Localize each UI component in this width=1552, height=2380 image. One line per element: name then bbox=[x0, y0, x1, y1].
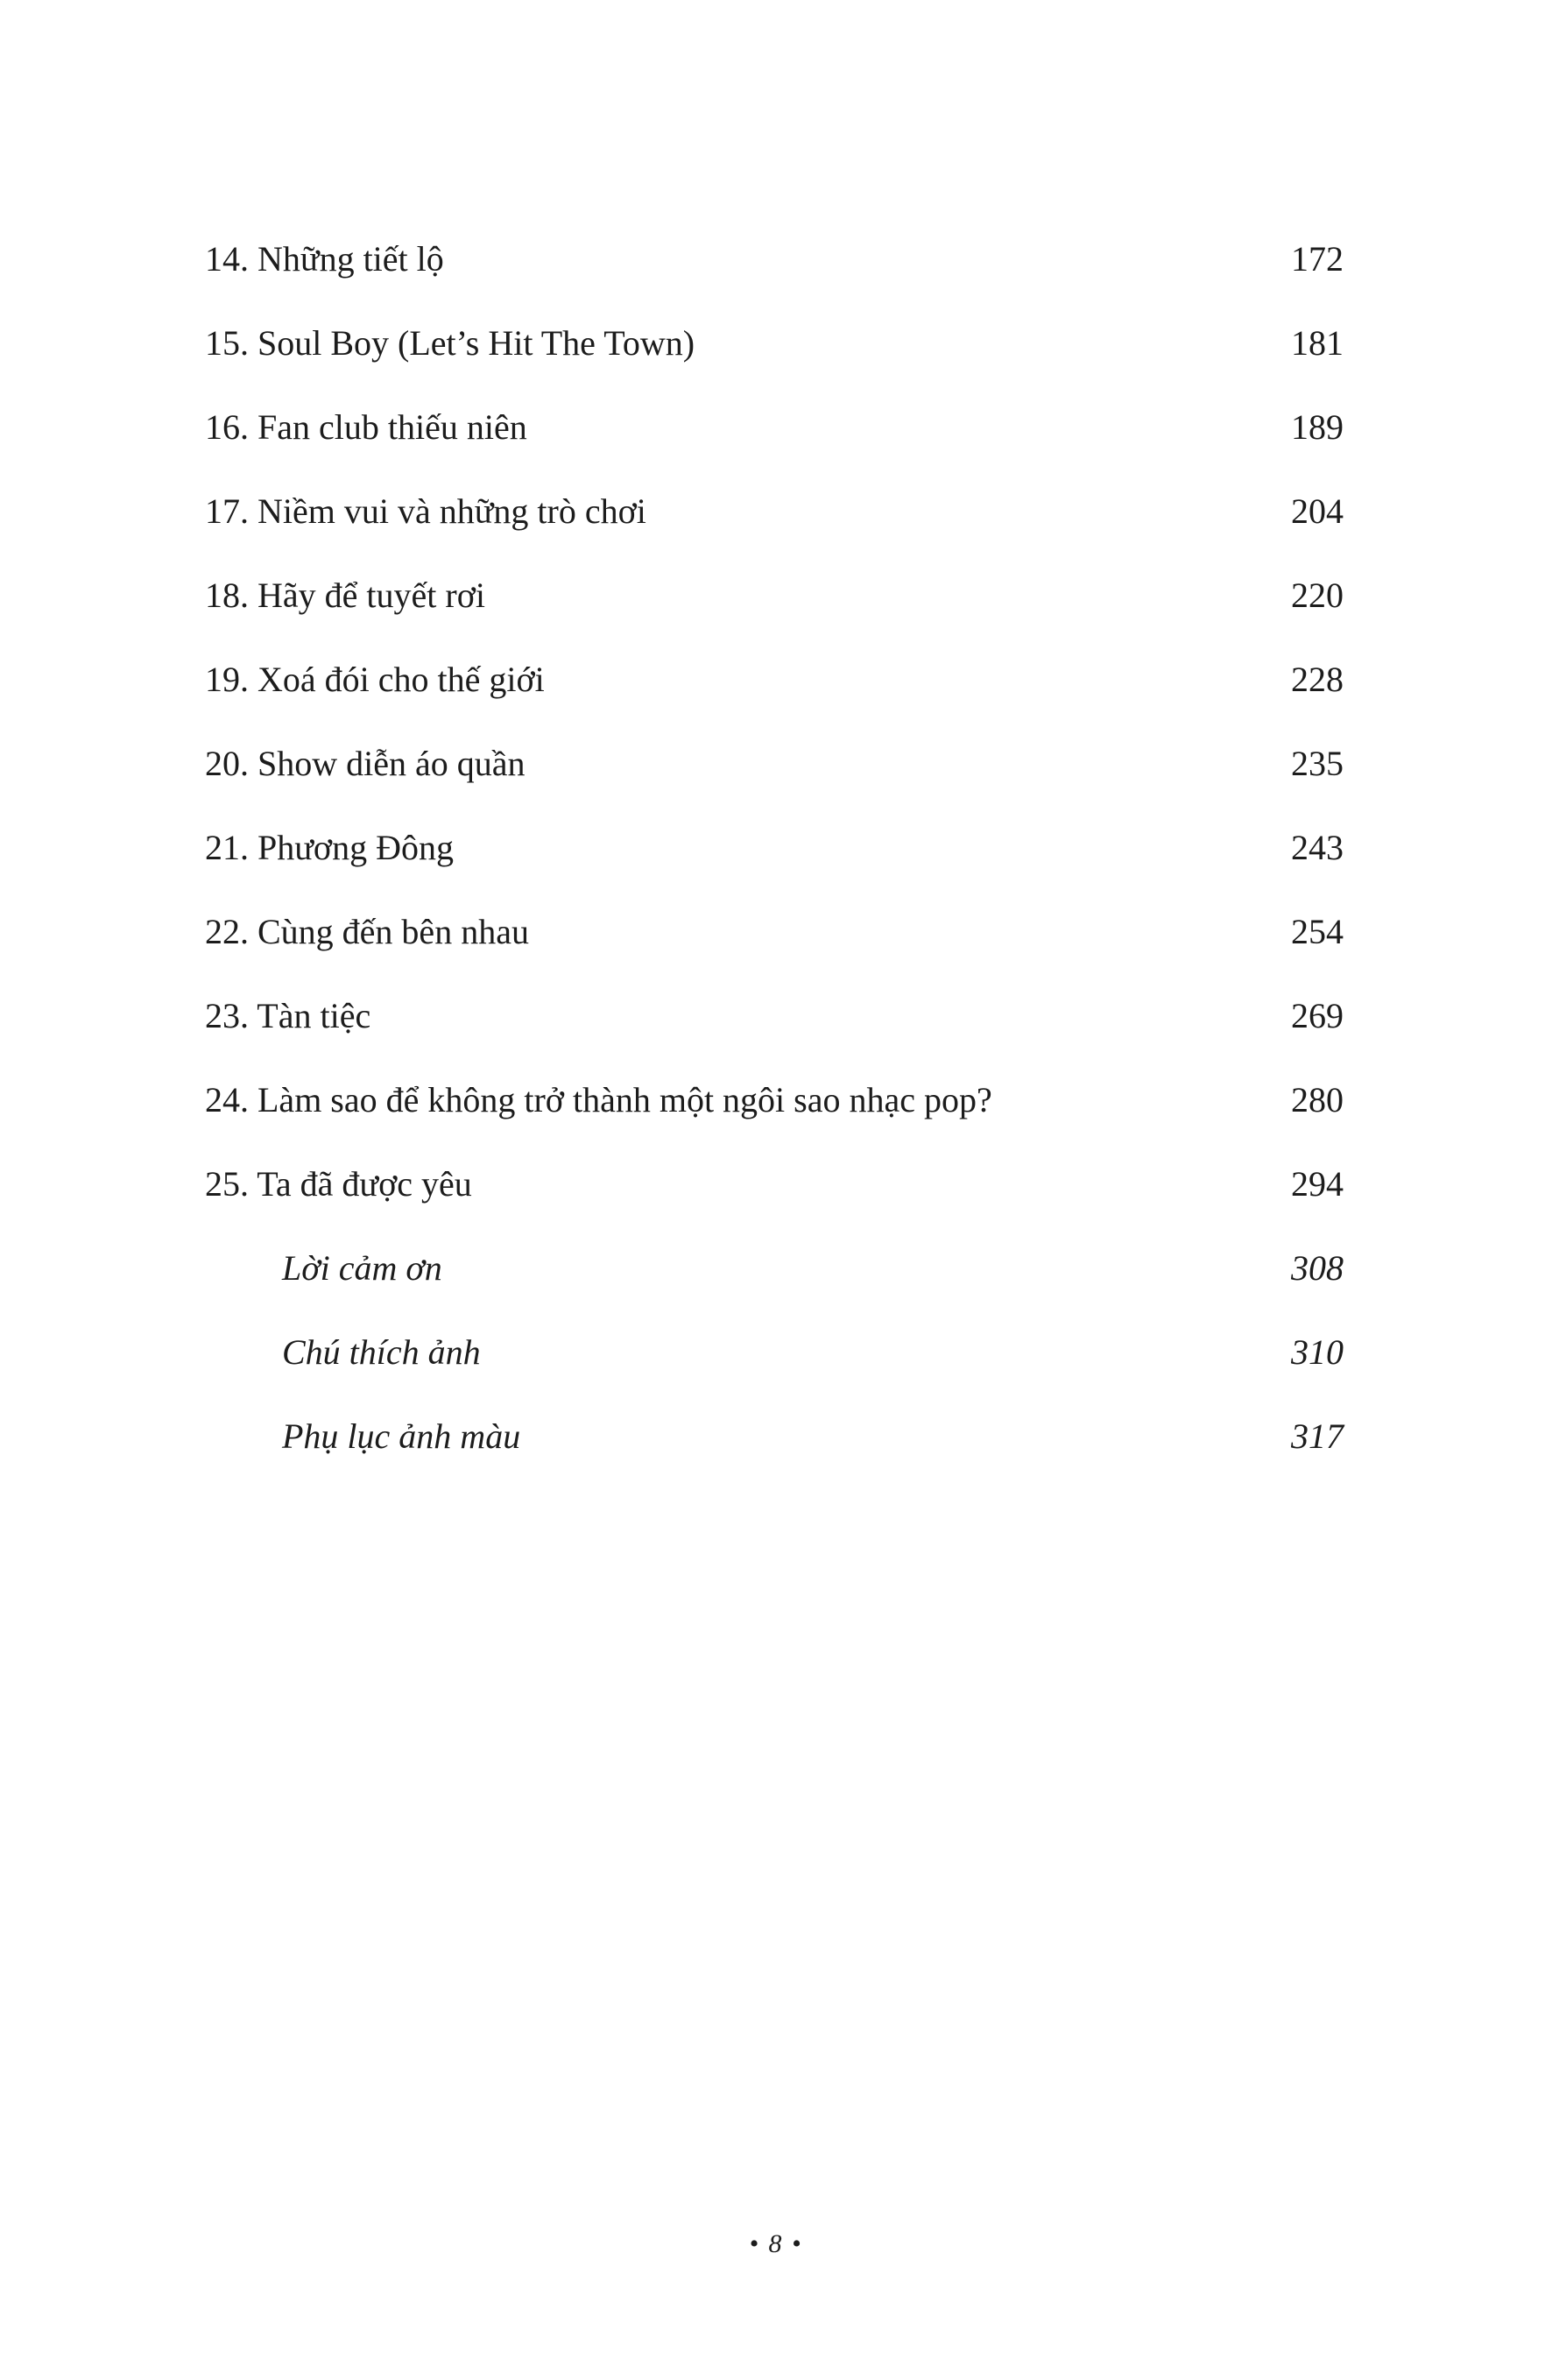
toc-entry-title: 23. Tàn tiệc bbox=[205, 996, 371, 1035]
toc-entry-title: 18. Hãy để tuyết rơi bbox=[205, 576, 485, 615]
toc-entry bbox=[205, 1142, 1344, 1226]
toc-entry bbox=[205, 1058, 1344, 1142]
toc-entry bbox=[205, 890, 1344, 974]
toc-entry-page: 172 bbox=[1291, 239, 1344, 279]
toc-entry-title: 20. Show diễn áo quần bbox=[205, 744, 526, 783]
toc-entry-page: 204 bbox=[1291, 491, 1344, 531]
toc-entry-page: 294 bbox=[1291, 1164, 1344, 1204]
toc-entry-title: Chú thích ảnh bbox=[282, 1332, 481, 1372]
toc-entry-page: 220 bbox=[1291, 576, 1344, 615]
toc-entry bbox=[205, 217, 1344, 301]
toc-entry bbox=[205, 638, 1344, 722]
toc-entry bbox=[205, 385, 1344, 470]
toc-entry-page: 181 bbox=[1291, 323, 1344, 363]
toc-entry-page: 310 bbox=[1291, 1332, 1344, 1372]
toc-entry bbox=[205, 974, 1344, 1058]
toc-entry-title: 19. Xoá đói cho thế giới bbox=[205, 660, 545, 699]
toc-entry bbox=[205, 470, 1344, 554]
toc-entry-title: 21. Phương Đông bbox=[205, 828, 454, 867]
toc-entry-title: Phụ lục ảnh màu bbox=[282, 1416, 521, 1456]
toc-entry-back-matter bbox=[205, 1310, 1344, 1395]
toc-entry-page: 254 bbox=[1291, 912, 1344, 951]
toc-entry-title: 16. Fan club thiếu niên bbox=[205, 407, 527, 447]
toc-entry-page: 235 bbox=[1291, 744, 1344, 783]
toc-entry bbox=[205, 722, 1344, 806]
toc-entry-title: 25. Ta đã được yêu bbox=[205, 1164, 472, 1204]
toc-entry-back-matter bbox=[205, 1395, 1344, 1479]
toc-entry bbox=[205, 806, 1344, 890]
page-number-footer: • 8 • bbox=[749, 2229, 803, 2258]
toc-entry-page: 269 bbox=[1291, 996, 1344, 1035]
toc-entry-page: 308 bbox=[1291, 1248, 1344, 1288]
toc-entry-title: Lời cảm ơn bbox=[282, 1248, 442, 1288]
toc-entry-page: 243 bbox=[1291, 828, 1344, 867]
toc-entry-title: 17. Niềm vui và những trò chơi bbox=[205, 491, 646, 531]
toc-entry-page: 280 bbox=[1291, 1080, 1344, 1119]
toc-entry-page: 189 bbox=[1291, 407, 1344, 447]
toc-entry-title: 15. Soul Boy (Let’s Hit The Town) bbox=[205, 323, 695, 363]
table-of-contents bbox=[205, 217, 1344, 1479]
toc-entry-page: 317 bbox=[1291, 1416, 1344, 1456]
toc-entry-title: 24. Làm sao để không trở thành một ngôi sao nhạc pop? bbox=[205, 1080, 992, 1119]
toc-entry bbox=[205, 554, 1344, 638]
toc-entry-page: 228 bbox=[1291, 660, 1344, 699]
toc-entry-title: 22. Cùng đến bên nhau bbox=[205, 912, 529, 951]
toc-entry-back-matter bbox=[205, 1226, 1344, 1310]
toc-entry bbox=[205, 301, 1344, 385]
toc-entry-title: 14. Những tiết lộ bbox=[205, 239, 444, 279]
